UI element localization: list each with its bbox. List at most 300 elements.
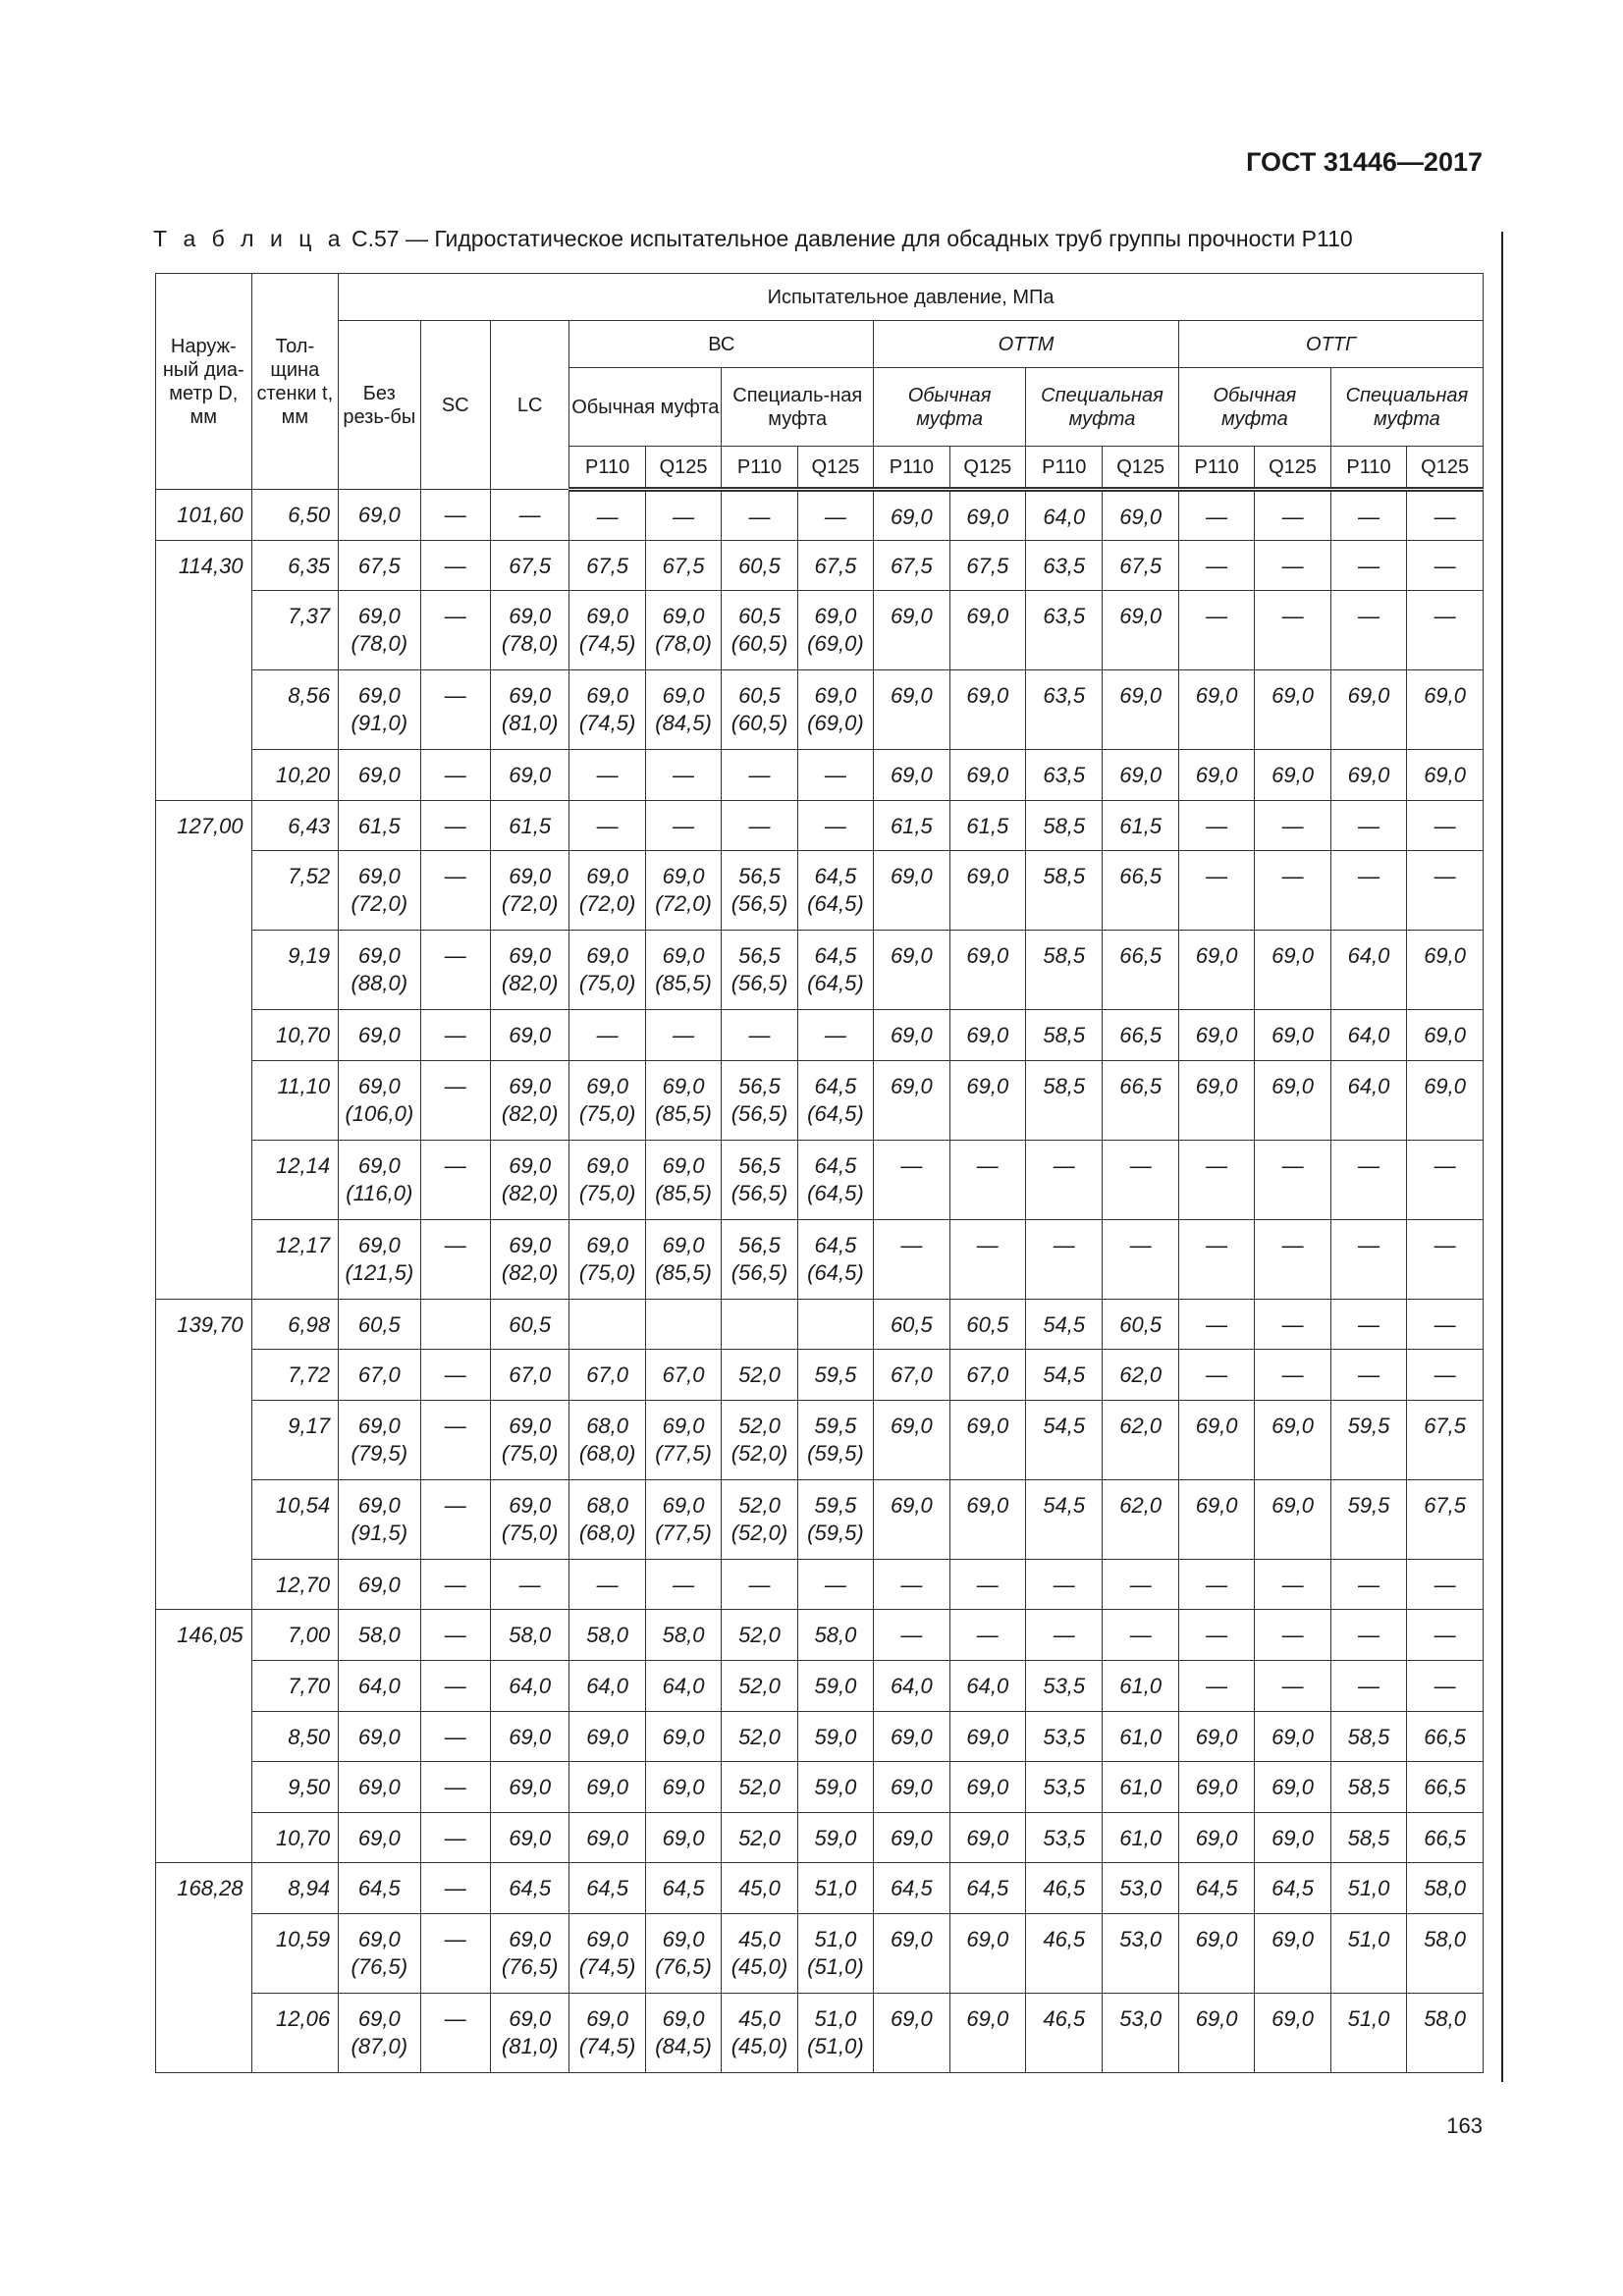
pressure-cell: 66,5 [1103,1010,1178,1061]
pressure-cell: 46,5 [1026,1863,1103,1914]
pressure-cell: — [420,1610,490,1661]
pressure-cell: 69,0 (84,5) [645,670,721,750]
pressure-cell: 64,0 [1330,1010,1406,1061]
pressure-cell: — [1103,1610,1178,1661]
header-grade: Р110 [569,447,645,490]
pressure-cell: 69,0 [1407,1060,1484,1140]
pressure-cell: 52,0 [722,1350,797,1401]
pressure-cell: 58,5 [1330,1762,1406,1813]
pressure-cell: — [874,1610,949,1661]
table-row [156,1140,1484,1219]
pressure-cell: 52,0 [722,1812,797,1863]
pressure-cell: — [490,1559,568,1610]
pressure-cell: 66,5 [1103,1060,1178,1140]
pressure-cell: 69,0 [490,1711,568,1762]
table-row [156,1219,1484,1299]
pressure-cell: 69,0 (74,5) [569,1993,645,2072]
table-body [156,490,1484,2073]
pressure-cell: 59,0 [797,1762,873,1813]
pressure-cell: 69,0 [949,1812,1025,1863]
pressure-cell: 54,5 [1026,1350,1103,1401]
wall-thickness-cell: 7,70 [251,1660,339,1711]
pressure-cell: 69,0 [874,851,949,931]
pressure-cell: — [1255,1350,1330,1401]
pressure-cell: 69,0 [1407,750,1484,801]
pressure-cell: 69,0 [1178,1010,1254,1061]
pressure-cell: 56,5 (56,5) [722,851,797,931]
header-grade: Р110 [1330,447,1406,490]
pressure-cell: 69,0 [949,851,1025,931]
pressure-cell: 64,5 (64,5) [797,1140,873,1219]
pressure-cell: — [1255,1299,1330,1350]
pressure-cell: 56,5 (56,5) [722,1219,797,1299]
pressure-table [155,273,1484,2073]
pressure-cell: — [1178,490,1254,541]
pressure-cell: 69,0 (84,5) [645,1993,721,2072]
pressure-cell: — [874,1140,949,1219]
pressure-cell: 69,0 (74,5) [569,670,645,750]
pressure-cell: 67,5 [1407,1479,1484,1559]
pressure-cell: 62,0 [1103,1350,1178,1401]
pressure-cell: 69,0 [645,1812,721,1863]
pressure-cell: 69,0 [1330,750,1406,801]
pressure-cell: 69,0 (91,5) [339,1479,420,1559]
pressure-cell: 54,5 [1026,1400,1103,1479]
pressure-cell: 46,5 [1026,1913,1103,1993]
pressure-cell: 67,0 [339,1350,420,1401]
outer-diameter-cell: 168,28 [156,1863,252,2073]
pressure-cell: — [1407,1299,1484,1350]
wall-thickness-cell: 10,70 [251,1812,339,1863]
pressure-cell: 67,5 [797,540,873,591]
pressure-cell: — [1330,490,1406,541]
pressure-cell: 52,0 [722,1711,797,1762]
pressure-cell: 69,0 [1178,1400,1254,1479]
pressure-cell: 51,0 [1330,1863,1406,1914]
wall-thickness-cell: 9,19 [251,931,339,1010]
pressure-cell: — [1330,1610,1406,1661]
pressure-cell: — [420,1140,490,1219]
pressure-cell: 64,5 (64,5) [797,851,873,931]
pressure-cell: 69,0 [1255,1993,1330,2072]
pressure-cell: 69,0 [1178,1812,1254,1863]
table-row [156,1010,1484,1061]
pressure-cell: — [797,800,873,851]
pressure-cell: 52,0 [722,1660,797,1711]
pressure-cell: 67,5 [1407,1400,1484,1479]
pressure-cell: 69,0 [874,1762,949,1813]
wall-thickness-cell: 7,37 [251,591,339,670]
pressure-cell: 69,0 [1178,1479,1254,1559]
pressure-cell: 67,0 [645,1350,721,1401]
header-bc: ВС [569,321,874,368]
pressure-cell: 67,5 [1103,540,1178,591]
pressure-cell: 69,0 [339,1711,420,1762]
pressure-cell: — [420,931,490,1010]
pressure-cell: 61,5 [339,800,420,851]
pressure-cell: — [420,1812,490,1863]
table-row [156,1479,1484,1559]
pressure-cell: — [420,1219,490,1299]
pressure-cell [420,1299,490,1350]
pressure-cell: 56,5 (56,5) [722,931,797,1010]
pressure-cell: 69,0 [874,1010,949,1061]
pressure-cell: — [1178,1559,1254,1610]
pressure-cell: — [420,1993,490,2072]
pressure-cell: 52,0 [722,1762,797,1813]
pressure-cell: 64,0 [1026,490,1103,541]
pressure-cell: 69,0 [1178,931,1254,1010]
wall-thickness-cell: 11,10 [251,1060,339,1140]
pressure-cell: — [949,1140,1025,1219]
table-row [156,1350,1484,1401]
outer-diameter-cell: 146,05 [156,1610,252,1863]
wall-thickness-cell: 10,20 [251,750,339,801]
pressure-cell: 60,5 [339,1299,420,1350]
pressure-cell: 69,0 [569,1762,645,1813]
pressure-cell: 69,0 [1178,1762,1254,1813]
wall-thickness-cell: 6,35 [251,540,339,591]
pressure-cell: — [645,1010,721,1061]
pressure-cell: — [1330,1140,1406,1219]
pressure-cell: 69,0 [1178,750,1254,801]
outer-diameter-cell: 139,70 [156,1299,252,1610]
pressure-cell: — [1407,1350,1484,1401]
pressure-cell: 63,5 [1026,670,1103,750]
pressure-cell: 69,0 [1178,1913,1254,1993]
pressure-cell: 69,0 [874,1711,949,1762]
pressure-cell: 69,0 [1255,1812,1330,1863]
pressure-cell: 69,0 (76,5) [645,1913,721,1993]
table-row [156,1660,1484,1711]
pressure-cell: 69,0 [1178,1060,1254,1140]
pressure-cell: 53,5 [1026,1660,1103,1711]
pressure-cell: 67,0 [490,1350,568,1401]
table-row [156,800,1484,851]
pressure-cell: 45,0 [722,1863,797,1914]
pressure-cell: — [420,1060,490,1140]
pressure-cell: 69,0 [569,1711,645,1762]
pressure-cell: 67,0 [874,1350,949,1401]
wall-thickness-cell: 12,14 [251,1140,339,1219]
header-ottg: ОТТГ [1178,321,1483,368]
pressure-cell: 69,0 (87,0) [339,1993,420,2072]
pressure-cell: 66,5 [1103,851,1178,931]
pressure-cell: — [1026,1610,1103,1661]
pressure-cell: 59,5 [1330,1400,1406,1479]
pressure-cell: — [1407,1610,1484,1661]
pressure-cell: 69,0 (91,0) [339,670,420,750]
pressure-cell: 69,0 [949,750,1025,801]
pressure-cell: 58,5 [1026,851,1103,931]
pressure-cell: 52,0 (52,0) [722,1400,797,1479]
pressure-cell: 56,5 (56,5) [722,1060,797,1140]
pressure-cell: 64,5 (64,5) [797,1219,873,1299]
pressure-cell: 69,0 [949,1479,1025,1559]
header-wall-thickness: Тол-щина стенки t, мм [251,274,339,490]
pressure-cell: 64,5 [1255,1863,1330,1914]
pressure-cell: — [1330,1660,1406,1711]
wall-thickness-cell: 12,06 [251,1993,339,2072]
pressure-cell: 58,0 [339,1610,420,1661]
pressure-cell: 51,0 [1330,1913,1406,1993]
pressure-cell: 53,5 [1026,1762,1103,1813]
pressure-cell: — [1407,1559,1484,1610]
pressure-cell: 68,0 (68,0) [569,1479,645,1559]
wall-thickness-cell: 8,56 [251,670,339,750]
pressure-cell: 64,0 [645,1660,721,1711]
pressure-cell: 69,0 [490,1762,568,1813]
pressure-cell: 69,0 [949,670,1025,750]
pressure-cell: — [1330,1299,1406,1350]
pressure-cell: 69,0 [1255,1060,1330,1140]
pressure-cell: 58,0 [1407,1913,1484,1993]
pressure-cell: 60,5 [1103,1299,1178,1350]
pressure-cell: 69,0 (85,5) [645,1060,721,1140]
pressure-cell: — [420,591,490,670]
pressure-cell: 64,5 [569,1863,645,1914]
header-test-pressure: Испытательное давление, МПа [339,274,1484,321]
pressure-cell: 54,5 [1026,1479,1103,1559]
pressure-cell: — [420,800,490,851]
margin-rule [1501,232,1503,2082]
pressure-cell: — [420,1762,490,1813]
pressure-cell: 64,0 [569,1660,645,1711]
pressure-cell: 69,0 (77,5) [645,1400,721,1479]
pressure-cell: 58,5 [1026,1010,1103,1061]
pressure-cell: 69,0 [949,1010,1025,1061]
standard-designation: ГОСТ 31446—2017 [1246,147,1483,177]
pressure-cell: — [645,750,721,801]
pressure-cell: — [1407,540,1484,591]
table-row [156,670,1484,750]
pressure-cell: 69,0 [1407,670,1484,750]
pressure-cell: 58,5 [1026,800,1103,851]
pressure-cell: 67,5 [949,540,1025,591]
pressure-cell: 69,0 [874,1993,949,2072]
pressure-cell: — [420,1010,490,1061]
pressure-cell: — [420,1660,490,1711]
wall-thickness-cell: 7,00 [251,1610,339,1661]
pressure-cell: — [797,1010,873,1061]
table-row [156,851,1484,931]
pressure-cell: 58,0 [645,1610,721,1661]
pressure-cell: 59,5 (59,5) [797,1479,873,1559]
pressure-cell: — [722,1010,797,1061]
pressure-cell: 69,0 (82,0) [490,1060,568,1140]
pressure-cell: 69,0 [1178,1993,1254,2072]
pressure-cell: 59,0 [797,1660,873,1711]
pressure-cell: — [1178,800,1254,851]
pressure-cell: 58,0 [1407,1863,1484,1914]
pressure-cell: 69,0 (85,5) [645,931,721,1010]
pressure-cell: 69,0 (81,0) [490,670,568,750]
pressure-cell: — [1407,800,1484,851]
header-grade: Р110 [722,447,797,490]
pressure-cell: 58,5 [1330,1711,1406,1762]
pressure-cell: 53,5 [1026,1711,1103,1762]
pressure-cell: 69,0 (78,0) [339,591,420,670]
pressure-cell: — [569,800,645,851]
pressure-cell: 69,0 [949,1913,1025,1993]
table-row [156,1711,1484,1762]
pressure-cell: 69,0 (76,5) [490,1913,568,1993]
table-row [156,1299,1484,1350]
pressure-cell: 66,5 [1103,931,1178,1010]
header-grade: Q125 [1103,447,1178,490]
pressure-cell: 69,0 (69,0) [797,670,873,750]
pressure-cell: 58,0 [797,1610,873,1661]
pressure-cell: 53,5 [1026,1812,1103,1863]
pressure-cell: — [645,1559,721,1610]
pressure-cell: — [1407,490,1484,541]
pressure-cell: — [1178,540,1254,591]
pressure-cell: 69,0 [874,750,949,801]
header-grade: Р110 [874,447,949,490]
pressure-cell: 69,0 [490,1010,568,1061]
header-sc: SC [420,321,490,490]
pressure-cell: 69,0 [949,591,1025,670]
pressure-cell: 59,0 [797,1711,873,1762]
pressure-cell: 66,5 [1407,1812,1484,1863]
pressure-cell: 67,5 [490,540,568,591]
pressure-cell: — [1026,1219,1103,1299]
pressure-cell: — [874,1219,949,1299]
wall-thickness-cell: 6,50 [251,490,339,541]
pressure-cell: 69,0 [1255,1762,1330,1813]
pressure-cell: 66,5 [1407,1762,1484,1813]
pressure-cell: 69,0 [949,490,1025,541]
pressure-cell: 69,0 [949,1711,1025,1762]
pressure-cell: — [1407,591,1484,670]
pressure-cell: — [490,490,568,541]
pressure-cell: — [1330,1350,1406,1401]
pressure-cell: 69,0 (75,0) [490,1400,568,1479]
pressure-cell: 69,0 [339,1010,420,1061]
pressure-cell: — [420,1711,490,1762]
pressure-cell: — [420,490,490,541]
pressure-cell: — [1178,1299,1254,1350]
pressure-cell: 69,0 [874,591,949,670]
pressure-cell: 61,0 [1103,1711,1178,1762]
pressure-cell: — [1255,851,1330,931]
pressure-cell: 45,0 (45,0) [722,1913,797,1993]
pressure-cell: 69,0 [1255,1913,1330,1993]
pressure-cell: 67,5 [874,540,949,591]
pressure-cell: 58,0 [1407,1993,1484,2072]
pressure-cell: 59,0 [797,1812,873,1863]
pressure-cell: 54,5 [1026,1299,1103,1350]
pressure-cell: 69,0 (72,0) [339,851,420,931]
header-grade: Q125 [949,447,1025,490]
pressure-cell: — [1255,1660,1330,1711]
pressure-cell: 69,0 (78,0) [490,591,568,670]
table-header [156,274,1484,490]
pressure-cell: 69,0 (72,0) [569,851,645,931]
pressure-cell: 61,5 [949,800,1025,851]
header-grade: Q125 [645,447,721,490]
pressure-cell: — [949,1610,1025,1661]
pressure-cell: 69,0 [1103,490,1178,541]
pressure-cell: — [797,490,873,541]
pressure-cell: — [420,1559,490,1610]
wall-thickness-cell: 9,17 [251,1400,339,1479]
pressure-cell: 69,0 [949,1400,1025,1479]
pressure-cell: — [949,1559,1025,1610]
pressure-cell: 51,0 (51,0) [797,1913,873,1993]
pressure-cell: — [1178,591,1254,670]
pressure-cell: — [1255,1610,1330,1661]
wall-thickness-cell: 7,72 [251,1350,339,1401]
pressure-cell: 69,0 (72,0) [645,851,721,931]
pressure-cell: 52,0 [722,1610,797,1661]
pressure-cell: 51,0 (51,0) [797,1993,873,2072]
pressure-cell: — [420,750,490,801]
pressure-cell: — [874,1559,949,1610]
pressure-cell: — [569,490,645,541]
header-bc-special: Специаль-ная муфта [722,368,874,447]
pressure-cell: 53,0 [1103,1913,1178,1993]
pressure-cell: — [1178,1140,1254,1219]
pressure-cell: 66,5 [1407,1711,1484,1762]
wall-thickness-cell: 12,17 [251,1219,339,1299]
pressure-cell [722,1299,797,1350]
pressure-cell: — [1178,1660,1254,1711]
pressure-cell: — [420,1913,490,1993]
pressure-cell: — [1330,1559,1406,1610]
pressure-cell: 69,0 [1178,670,1254,750]
wall-thickness-cell: 10,70 [251,1010,339,1061]
caption-text: — Гидростатическое испытательное давление для обсадных труб группы прочности Р110 [405,226,1353,251]
pressure-cell: — [1255,1140,1330,1219]
pressure-cell: 58,5 [1330,1812,1406,1863]
pressure-cell: 69,0 [1407,1010,1484,1061]
pressure-cell: 52,0 (52,0) [722,1479,797,1559]
table-row [156,1762,1484,1813]
pressure-cell: 64,5 [339,1863,420,1914]
pressure-cell: 64,0 [1330,1060,1406,1140]
wall-thickness-cell: 6,43 [251,800,339,851]
pressure-cell: 53,0 [1103,1863,1178,1914]
pressure-cell: 59,5 [797,1350,873,1401]
pressure-cell: 69,0 [1103,750,1178,801]
pressure-cell: — [1103,1219,1178,1299]
pressure-cell: — [722,1559,797,1610]
pressure-cell: 69,0 [949,1762,1025,1813]
table-row [156,1060,1484,1140]
pressure-cell: 64,0 [949,1660,1025,1711]
pressure-cell: — [420,670,490,750]
header-ottm-regular: Обычная муфта [874,368,1026,447]
pressure-cell: 64,5 [645,1863,721,1914]
pressure-cell: 69,0 (74,5) [569,1913,645,1993]
pressure-cell: 51,0 [797,1863,873,1914]
pressure-cell: — [569,750,645,801]
pressure-cell: 61,5 [874,800,949,851]
caption-number: С.57 [351,226,400,251]
caption-prefix: Т а б л и ц а [153,226,346,251]
pressure-cell: — [645,800,721,851]
pressure-cell: 69,0 [339,490,420,541]
pressure-cell: 69,0 [645,1762,721,1813]
pressure-cell: — [1178,1610,1254,1661]
pressure-cell: 69,0 [949,931,1025,1010]
pressure-cell: 69,0 [1407,931,1484,1010]
pressure-cell: 46,5 [1026,1993,1103,2072]
pressure-cell: 64,5 [949,1863,1025,1914]
pressure-cell: — [420,1400,490,1479]
wall-thickness-cell: 12,70 [251,1559,339,1610]
